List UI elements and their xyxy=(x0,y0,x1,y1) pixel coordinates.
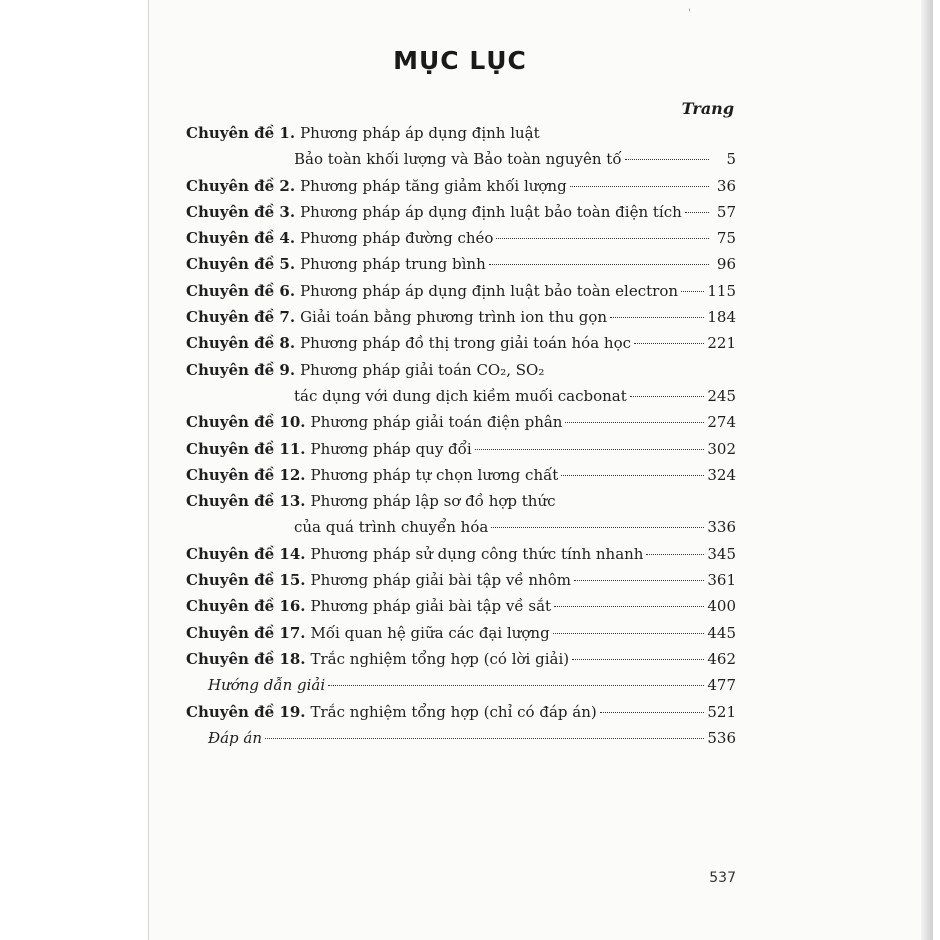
toc-entry xyxy=(186,229,736,255)
toc-entry xyxy=(186,729,736,755)
page-column-header: Trang xyxy=(681,99,734,118)
toc-entry-label: Chuyên đề 1. xyxy=(186,124,296,142)
toc-entry-title: Hướng dẫn giải xyxy=(208,676,326,695)
toc-entry-label: Chuyên đề 12. xyxy=(186,465,306,484)
toc-entry-label: Chuyên đề 14. xyxy=(186,544,306,563)
toc-entry-label: Chuyên đề 17. xyxy=(186,623,306,642)
dot-leader xyxy=(489,264,709,265)
toc-entry xyxy=(186,124,736,150)
toc-entry-label: Chuyên đề 13. xyxy=(186,492,306,511)
toc-entry-label: Chuyên đề 11. xyxy=(186,439,306,458)
page-number: 537 xyxy=(709,870,736,886)
toc-entry-title: tác dụng với dung dịch kiềm muối cacbonat xyxy=(294,386,627,405)
toc-entry-title: Phương pháp sử dụng công thức tính nhanh xyxy=(310,544,644,563)
toc-entry xyxy=(186,150,736,176)
toc-entry xyxy=(186,545,736,571)
toc-entry xyxy=(186,650,736,676)
toc-entry-title: Phương pháp giải toán điện phân xyxy=(310,413,563,432)
dot-leader xyxy=(554,606,704,607)
toc-entry xyxy=(186,308,736,334)
corner-mark: ' xyxy=(688,8,691,19)
dot-leader xyxy=(646,554,704,555)
toc-entry-page: 462 xyxy=(707,649,736,668)
toc-entry-page: 477 xyxy=(707,676,736,695)
dot-leader xyxy=(475,449,705,450)
dot-leader xyxy=(574,580,704,581)
toc-entry-page: 221 xyxy=(707,334,736,353)
dot-leader xyxy=(625,159,710,160)
toc-entry xyxy=(186,492,736,518)
dot-leader xyxy=(634,343,704,344)
toc-entry-title: Phương pháp tự chọn lương chất xyxy=(310,465,559,484)
dot-leader xyxy=(572,659,704,660)
toc-entry xyxy=(186,282,736,308)
toc-entry xyxy=(186,518,736,544)
toc-entry-title: Phương pháp giải bài tập về nhôm xyxy=(310,571,571,590)
toc-entry xyxy=(186,571,736,597)
toc-entry-title: Phương pháp đường chéo xyxy=(300,229,494,248)
toc-entry-title: Phương pháp lập sơ đồ hợp thức xyxy=(310,492,556,511)
toc-entry-label: Chuyên đề 6. xyxy=(186,281,296,300)
toc-entry-page: 274 xyxy=(707,413,736,432)
toc-entry-page: 521 xyxy=(707,702,736,721)
toc-entry-label: Chuyên đề 15. xyxy=(186,571,306,590)
toc-entry-label: Chuyên đề 8. xyxy=(186,334,296,353)
toc-entry-title: Phương pháp áp dụng định luật bảo toàn electron xyxy=(300,281,679,300)
dot-leader xyxy=(561,475,704,476)
toc-entry-label: Chuyên đề 5. xyxy=(186,255,296,274)
toc-entry xyxy=(186,361,736,387)
toc-entry-page: 184 xyxy=(707,308,736,327)
toc-entry xyxy=(186,387,736,413)
toc-entry-label: Chuyên đề 9. xyxy=(186,360,296,379)
toc-entry-page: 36 xyxy=(716,176,736,195)
toc-entry-title: Giải toán bằng phương trình ion thu gọn xyxy=(300,308,608,327)
toc-entry-page: 400 xyxy=(707,597,736,616)
toc-entry-page: 536 xyxy=(707,728,736,747)
toc-entry-page: 96 xyxy=(716,255,736,274)
dot-leader xyxy=(570,186,709,187)
table-of-contents xyxy=(186,124,736,755)
toc-entry xyxy=(186,177,736,203)
toc-entry-title: của quá trình chuyển hóa xyxy=(294,518,489,537)
toc-entry xyxy=(186,413,736,439)
toc-entry xyxy=(186,597,736,623)
toc-entry-page: 302 xyxy=(707,439,736,458)
toc-entry-page: 57 xyxy=(716,202,736,221)
dot-leader xyxy=(630,396,705,397)
toc-entry xyxy=(186,703,736,729)
toc-entry-page: 245 xyxy=(707,386,736,405)
toc-entry-title: Phương pháp áp dụng định luật bảo toàn điện tích xyxy=(300,202,682,221)
toc-entry xyxy=(186,255,736,281)
toc-entry-title: Trắc nghiệm tổng hợp (chỉ có đáp án) xyxy=(310,702,597,721)
toc-entry-label: Chuyên đề 18. xyxy=(186,649,306,668)
toc-entry-title: Phương pháp quy đổi xyxy=(310,439,472,458)
dot-leader xyxy=(491,527,704,528)
toc-entry-page: 5 xyxy=(726,150,736,169)
toc-entry-title: Trắc nghiệm tổng hợp (có lời giải) xyxy=(310,649,570,668)
toc-entry-page: 361 xyxy=(707,571,736,590)
toc-entry-page: 345 xyxy=(707,544,736,563)
dot-leader xyxy=(496,238,709,239)
toc-entry-label: Chuyên đề 2. xyxy=(186,176,296,195)
toc-entry xyxy=(186,440,736,466)
page-edge-shadow xyxy=(921,0,933,940)
toc-entry-page: 445 xyxy=(707,623,736,642)
toc-entry-title: Phương pháp giải bài tập về sắt xyxy=(310,597,552,616)
toc-entry-page: 75 xyxy=(716,229,736,248)
toc-entry-title: Phương pháp trung bình xyxy=(300,255,486,274)
dot-leader xyxy=(681,291,704,292)
dot-leader xyxy=(265,738,704,739)
dot-leader xyxy=(328,685,704,686)
toc-entry-title: Phương pháp tăng giảm khối lượng xyxy=(300,176,567,195)
toc-entry-title: Mối quan hệ giữa các đại lượng xyxy=(310,623,550,642)
toc-entry-page: 324 xyxy=(707,465,736,484)
toc-entry-title: Phương pháp giải toán CO₂, SO₂ xyxy=(300,360,545,379)
dot-leader xyxy=(610,317,704,318)
toc-entry-label: Chuyên đề 7. xyxy=(186,308,296,327)
toc-entry xyxy=(186,624,736,650)
toc-title: MỤC LỤC xyxy=(393,46,527,75)
toc-entry-title: Đáp án xyxy=(208,728,263,747)
toc-entry xyxy=(186,334,736,360)
toc-entry-label: Chuyên đề 19. xyxy=(186,702,306,721)
toc-entry-title: Phương pháp đồ thị trong giải toán hóa học xyxy=(300,334,632,353)
dot-leader xyxy=(685,212,709,213)
toc-entry-page: 336 xyxy=(707,518,736,537)
toc-entry-label: Chuyên đề 3. xyxy=(186,202,296,221)
toc-entry-title: Bảo toàn khối lượng và Bảo toàn nguyên tố xyxy=(294,150,622,169)
toc-entry xyxy=(186,466,736,492)
dot-leader xyxy=(600,712,705,713)
toc-entry-label: Chuyên đề 4. xyxy=(186,229,296,248)
toc-entry-label: Chuyên đề 16. xyxy=(186,597,306,616)
toc-entry-label: Chuyên đề 10. xyxy=(186,413,306,432)
toc-entry xyxy=(186,203,736,229)
toc-entry xyxy=(186,676,736,702)
toc-entry-title: Phương pháp áp dụng định luật xyxy=(300,124,540,142)
dot-leader xyxy=(565,422,704,423)
toc-entry-page: 115 xyxy=(707,281,736,300)
dot-leader xyxy=(553,633,705,634)
